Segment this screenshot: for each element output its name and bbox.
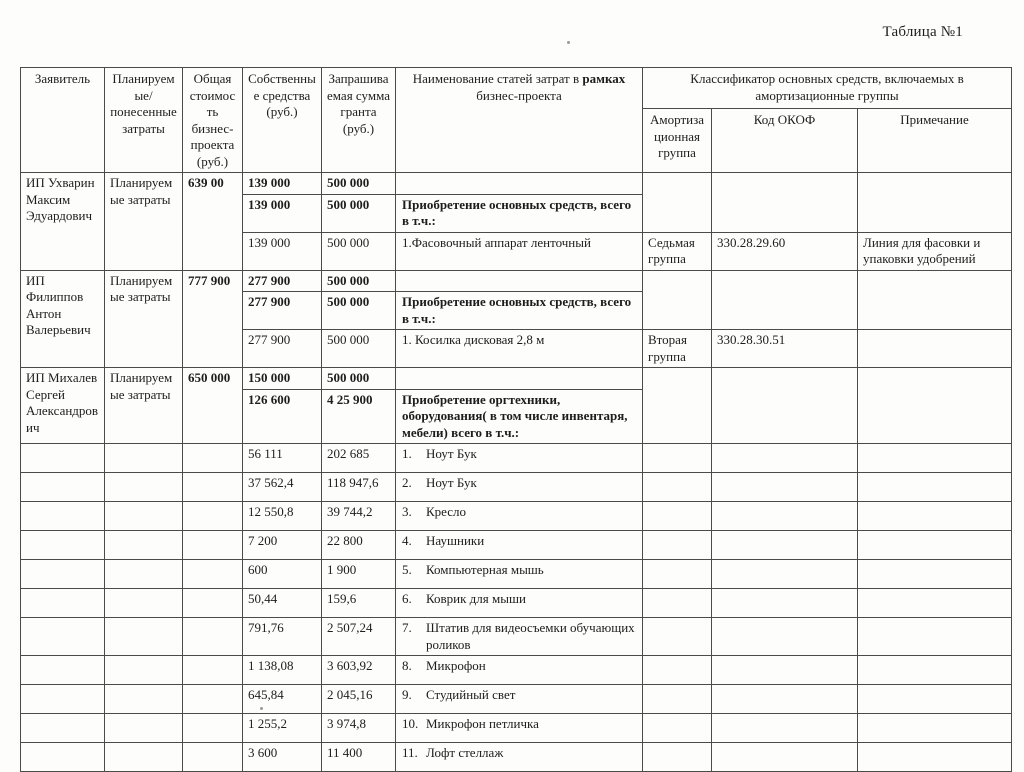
project-total-cell-empty [183,502,243,531]
header-expense-items-bold-word: рамках [582,71,626,86]
depr-group-cell-empty [643,270,712,330]
cost-type-cell: Планируемые затраты [105,270,183,368]
depr-group-cell-empty [643,743,712,772]
header-depreciation-group: Амортизационная группа [643,109,712,173]
own-funds-item-cell: 139 000 [243,232,322,270]
expense-name-cell [396,656,643,685]
grant-item-cell: 2 045,16 [322,685,396,714]
header-expense-items-text2: бизнес-проекта [476,87,562,103]
applicant-cell-empty [21,531,105,560]
item-number: 8. [402,658,412,673]
project-total-cell: 639 00 [183,173,243,271]
note-cell-empty [858,685,1012,714]
grant-item-cell: 500 000 [322,232,396,270]
scan-artifact-dot [260,707,263,710]
depr-group-cell-empty [643,656,712,685]
applicant-cell-empty [21,560,105,589]
note-cell-empty [858,444,1012,473]
depr-group-cell-empty [643,531,712,560]
item-number: 2. [402,475,412,490]
okof-cell-empty [712,502,858,531]
own-funds-item-cell: 12 550,8 [243,502,322,531]
okof-cell-empty [712,685,858,714]
okof-cell-empty [712,531,858,560]
applicant-cell-empty [21,743,105,772]
item-row [21,743,1012,772]
cost-type-cell-empty [105,444,183,473]
expense-name-line [402,620,637,653]
expense-name-line [402,687,637,704]
own-funds-item-cell: 37 562,4 [243,473,322,502]
item-name: Компьютерная мышь [426,562,544,577]
expense-name-cell-empty [396,368,643,390]
project-total-cell-empty [183,589,243,618]
cost-type-cell-empty [105,656,183,685]
group-mihalev-items [21,444,1012,772]
item-name: Наушники [426,533,485,548]
item-row [21,531,1012,560]
item-row [21,560,1012,589]
own-funds-item-cell: 56 111 [243,444,322,473]
cost-type-cell-empty [105,743,183,772]
depr-group-cell-empty [643,173,712,233]
group-mihalev-head [21,368,1012,444]
category-label-cell: Приобретение основных средств, всего в т.ч.: [396,194,643,232]
note-cell: Линия для фасовки и упаковки удобрений [858,232,1012,270]
note-cell-empty [858,368,1012,444]
grant-total-cell: 500 000 [322,368,396,390]
note-cell-empty [858,270,1012,330]
table-caption: Таблица №1 [882,24,963,40]
okof-cell-empty [712,444,858,473]
expense-name-cell [396,743,643,772]
item-name: Ноут Бук [426,446,477,461]
item-number: 10. [402,716,419,731]
expense-name-cell [396,685,643,714]
grant-item-cell: 39 744,2 [322,502,396,531]
depr-group-cell: Вторая группа [643,330,712,368]
project-total-cell-empty [183,618,243,656]
category-label-cell: Приобретение оргтехники, оборудования( в том числе инвентаря, мебели) всего в т.ч.: [396,389,643,444]
header-note: Примечание [858,109,1012,173]
grant-category-cell: 4 25 900 [322,389,396,444]
own-funds-item-cell: 1 255,2 [243,714,322,743]
item-name: Микрофон [426,658,486,673]
expense-name-cell [396,444,643,473]
cost-type-cell: Планируемые затраты [105,368,183,444]
item-row [21,589,1012,618]
own-funds-total-cell: 150 000 [243,368,322,390]
note-cell-empty [858,618,1012,656]
expense-name-cell [396,589,643,618]
project-total-cell-empty [183,685,243,714]
okof-cell-empty [712,368,858,444]
own-funds-item-cell: 645,84 [243,685,322,714]
expense-name-cell [396,473,643,502]
expense-name-cell [396,502,643,531]
item-name: Студийный свет [426,687,516,702]
project-total-cell-empty [183,444,243,473]
cost-type-cell-empty [105,502,183,531]
expense-name-line [402,591,637,608]
project-total-cell-empty [183,560,243,589]
item-row [21,656,1012,685]
applicant-cell: ИП Михалев Сергей Александрович [21,368,105,444]
cost-type-cell-empty [105,714,183,743]
own-funds-item-cell: 600 [243,560,322,589]
header-own-funds: Собственные средства (руб.) [243,68,322,173]
own-funds-item-cell: 7 200 [243,531,322,560]
applicant-cell-empty [21,685,105,714]
item-number: 4. [402,533,412,548]
item-row [21,685,1012,714]
depr-group-cell-empty [643,685,712,714]
grant-item-cell: 22 800 [322,531,396,560]
item-name: Штатив для видеосъемки обучающих роликов [426,620,635,652]
okof-cell-empty [712,618,858,656]
grant-item-cell: 3 974,8 [322,714,396,743]
note-cell-empty [858,714,1012,743]
own-funds-item-cell: 277 900 [243,330,322,368]
expense-name-cell [396,531,643,560]
header-planned-costs: Планируемые/ понесенные затраты [105,68,183,173]
grant-item-cell: 118 947,6 [322,473,396,502]
own-funds-item-cell: 791,76 [243,618,322,656]
applicant-cell-empty [21,589,105,618]
own-funds-item-cell: 3 600 [243,743,322,772]
depr-group-cell-empty [643,714,712,743]
expense-name-line [402,658,637,675]
depr-group-cell-empty [643,444,712,473]
okof-cell-empty [712,656,858,685]
note-cell-empty [858,656,1012,685]
item-name: Лофт стеллаж [426,745,504,760]
note-cell-empty [858,589,1012,618]
item-number: 7. [402,620,412,635]
cost-type-cell-empty [105,618,183,656]
okof-cell-empty [712,560,858,589]
project-total-cell-empty [183,531,243,560]
expense-name-cell [396,714,643,743]
category-label-cell: Приобретение основных средств, всего в т.ч.: [396,292,643,330]
group-filippov [21,270,1012,368]
item-row [21,714,1012,743]
project-total-cell-empty [183,743,243,772]
header-okof-code: Код ОКОФ [712,109,858,173]
note-cell [858,330,1012,368]
own-funds-total-cell: 139 000 [243,173,322,195]
header-applicant: Заявитель [21,68,105,173]
depr-group-cell-empty [643,589,712,618]
own-funds-item-cell: 1 138,08 [243,656,322,685]
applicant-cell-empty [21,714,105,743]
applicant-cell-empty [21,656,105,685]
item-name: Микрофон петличка [426,716,539,731]
okof-cell: 330.28.29.60 [712,232,858,270]
grant-item-cell: 202 685 [322,444,396,473]
grant-item-cell: 159,6 [322,589,396,618]
okof-cell-empty [712,173,858,233]
grant-item-cell: 11 400 [322,743,396,772]
expense-name-line [402,716,637,733]
own-funds-item-cell: 50,44 [243,589,322,618]
depr-group-cell-empty [643,560,712,589]
okof-cell-empty [712,743,858,772]
note-cell-empty [858,560,1012,589]
cost-type-cell-empty [105,531,183,560]
expense-name-line [402,533,637,550]
item-row [21,502,1012,531]
item-name: Кресло [426,504,467,519]
own-funds-category-cell: 126 600 [243,389,322,444]
item-name: Ноут Бук [426,475,477,490]
depr-group-cell-empty [643,473,712,502]
item-number: 1. [402,446,412,461]
cost-type-cell-empty [105,473,183,502]
item-row [21,473,1012,502]
cost-type-cell-empty [105,560,183,589]
header-expense-items-text: Наименование статей затрат в [412,71,583,86]
depr-group-cell-empty [643,502,712,531]
expense-name-cell [396,618,643,656]
item-name: Коврик для мыши [426,591,526,606]
grant-item-cell: 500 000 [322,330,396,368]
okof-cell: 330.28.30.51 [712,330,858,368]
okof-cell-empty [712,714,858,743]
project-total-cell-empty [183,656,243,685]
group-uhvarin [21,173,1012,271]
grant-item-cell: 2 507,24 [322,618,396,656]
item-number: 5. [402,562,412,577]
project-total-cell-empty [183,714,243,743]
depr-group-cell-empty [643,368,712,444]
note-cell-empty [858,502,1012,531]
grant-item-cell: 3 603,92 [322,656,396,685]
header-classifier: Классификатор основных средств, включаемых в амортизационные группы [643,68,1012,109]
own-funds-category-cell: 277 900 [243,292,322,330]
okof-cell-empty [712,270,858,330]
item-row [21,618,1012,656]
project-total-cell: 650 000 [183,368,243,444]
applicant-cell: ИП Ухварин Максим Эдуардович [21,173,105,271]
expense-name-line [402,446,637,463]
header-expense-items [396,68,643,173]
scan-artifact-dot [567,41,570,44]
project-total-cell-empty [183,473,243,502]
own-funds-category-cell: 139 000 [243,194,322,232]
depr-group-cell: Седьмая группа [643,232,712,270]
expense-name-line [402,475,637,492]
grant-category-cell: 500 000 [322,292,396,330]
applicant-cell: ИП Филиппов Антон Валерьевич [21,270,105,368]
cost-type-cell: Планируемые затраты [105,173,183,271]
item-row [21,444,1012,473]
applicant-cell-empty [21,502,105,531]
item-number: 11. [402,745,418,760]
expense-name-cell-empty [396,173,643,195]
project-total-cell: 777 900 [183,270,243,368]
own-funds-total-cell: 277 900 [243,270,322,292]
expense-name-line [402,745,637,762]
expense-name-cell: 1. Косилка дисковая 2,8 м [396,330,643,368]
expense-name-cell: 1.Фасовочный аппарат ленточный [396,232,643,270]
note-cell-empty [858,743,1012,772]
expense-name-cell [396,560,643,589]
grant-total-cell: 500 000 [322,270,396,292]
okof-cell-empty [712,473,858,502]
applicant-cell-empty [21,473,105,502]
expense-name-cell-empty [396,270,643,292]
cost-type-cell-empty [105,685,183,714]
item-number: 9. [402,687,412,702]
costs-table [20,67,1012,772]
header-project-total: Общая стоимость бизнес-проекта (руб.) [183,68,243,173]
okof-cell-empty [712,589,858,618]
item-number: 6. [402,591,412,606]
expense-name-line [402,504,637,521]
header-grant-sum: Запрашиваемая сумма гранта (руб.) [322,68,396,173]
grant-category-cell: 500 000 [322,194,396,232]
cost-type-cell-empty [105,589,183,618]
grant-total-cell: 500 000 [322,173,396,195]
applicant-cell-empty [21,444,105,473]
note-cell-empty [858,531,1012,560]
expense-name-line [402,562,637,579]
note-cell-empty [858,173,1012,233]
applicant-cell-empty [21,618,105,656]
depr-group-cell-empty [643,618,712,656]
grant-item-cell: 1 900 [322,560,396,589]
note-cell-empty [858,473,1012,502]
item-number: 3. [402,504,412,519]
